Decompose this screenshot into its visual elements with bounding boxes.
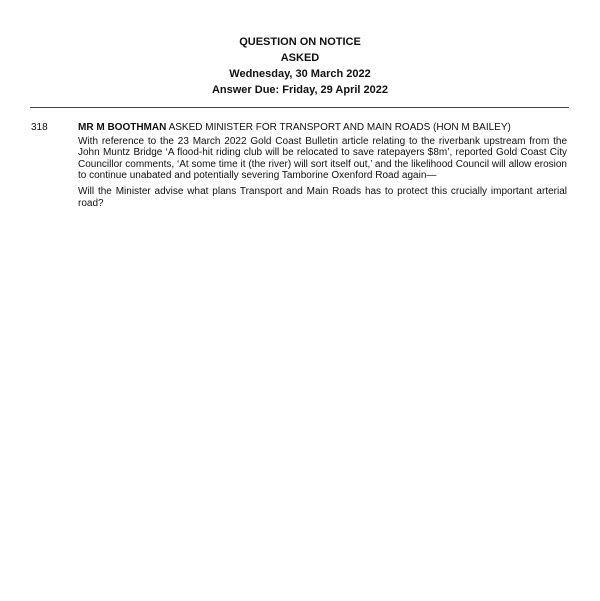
question-heading <box>78 122 567 134</box>
question-status: ASKED <box>280 52 320 64</box>
answer-due-date: Answer Due: Friday, 29 April 2022 <box>211 84 389 96</box>
asker-name: MR M BOOTHMAN <box>78 122 167 133</box>
header-divider <box>30 107 569 108</box>
addressee: ASKED MINISTER FOR TRANSPORT AND MAIN ROADS (HON M BAILEY) <box>168 122 511 133</box>
question-number: 318 <box>31 122 48 133</box>
asked-date: Wednesday, 30 March 2022 <box>229 68 371 80</box>
document-title: QUESTION ON NOTICE <box>239 36 361 48</box>
document-header <box>0 34 600 98</box>
question-preamble: With reference to the 23 March 2022 Gold Coast Bulletin article relating to the riverbank upstream from the John Muntz Bridge ‘A flood-hit riding club will be relocated to save ratepayers $8m’, reported Gold Coast City Councillor comments, ‘At some time it (the river) will sort itself out,’ and the likelihood Council will allow erosion to continue unabated and potentially severing Tamborine Oxenford Road again— <box>78 135 567 182</box>
question-text: Will the Minister advise what plans Transport and Main Roads has to protect this crucially important arterial road? <box>78 185 567 209</box>
question-body <box>78 122 567 209</box>
